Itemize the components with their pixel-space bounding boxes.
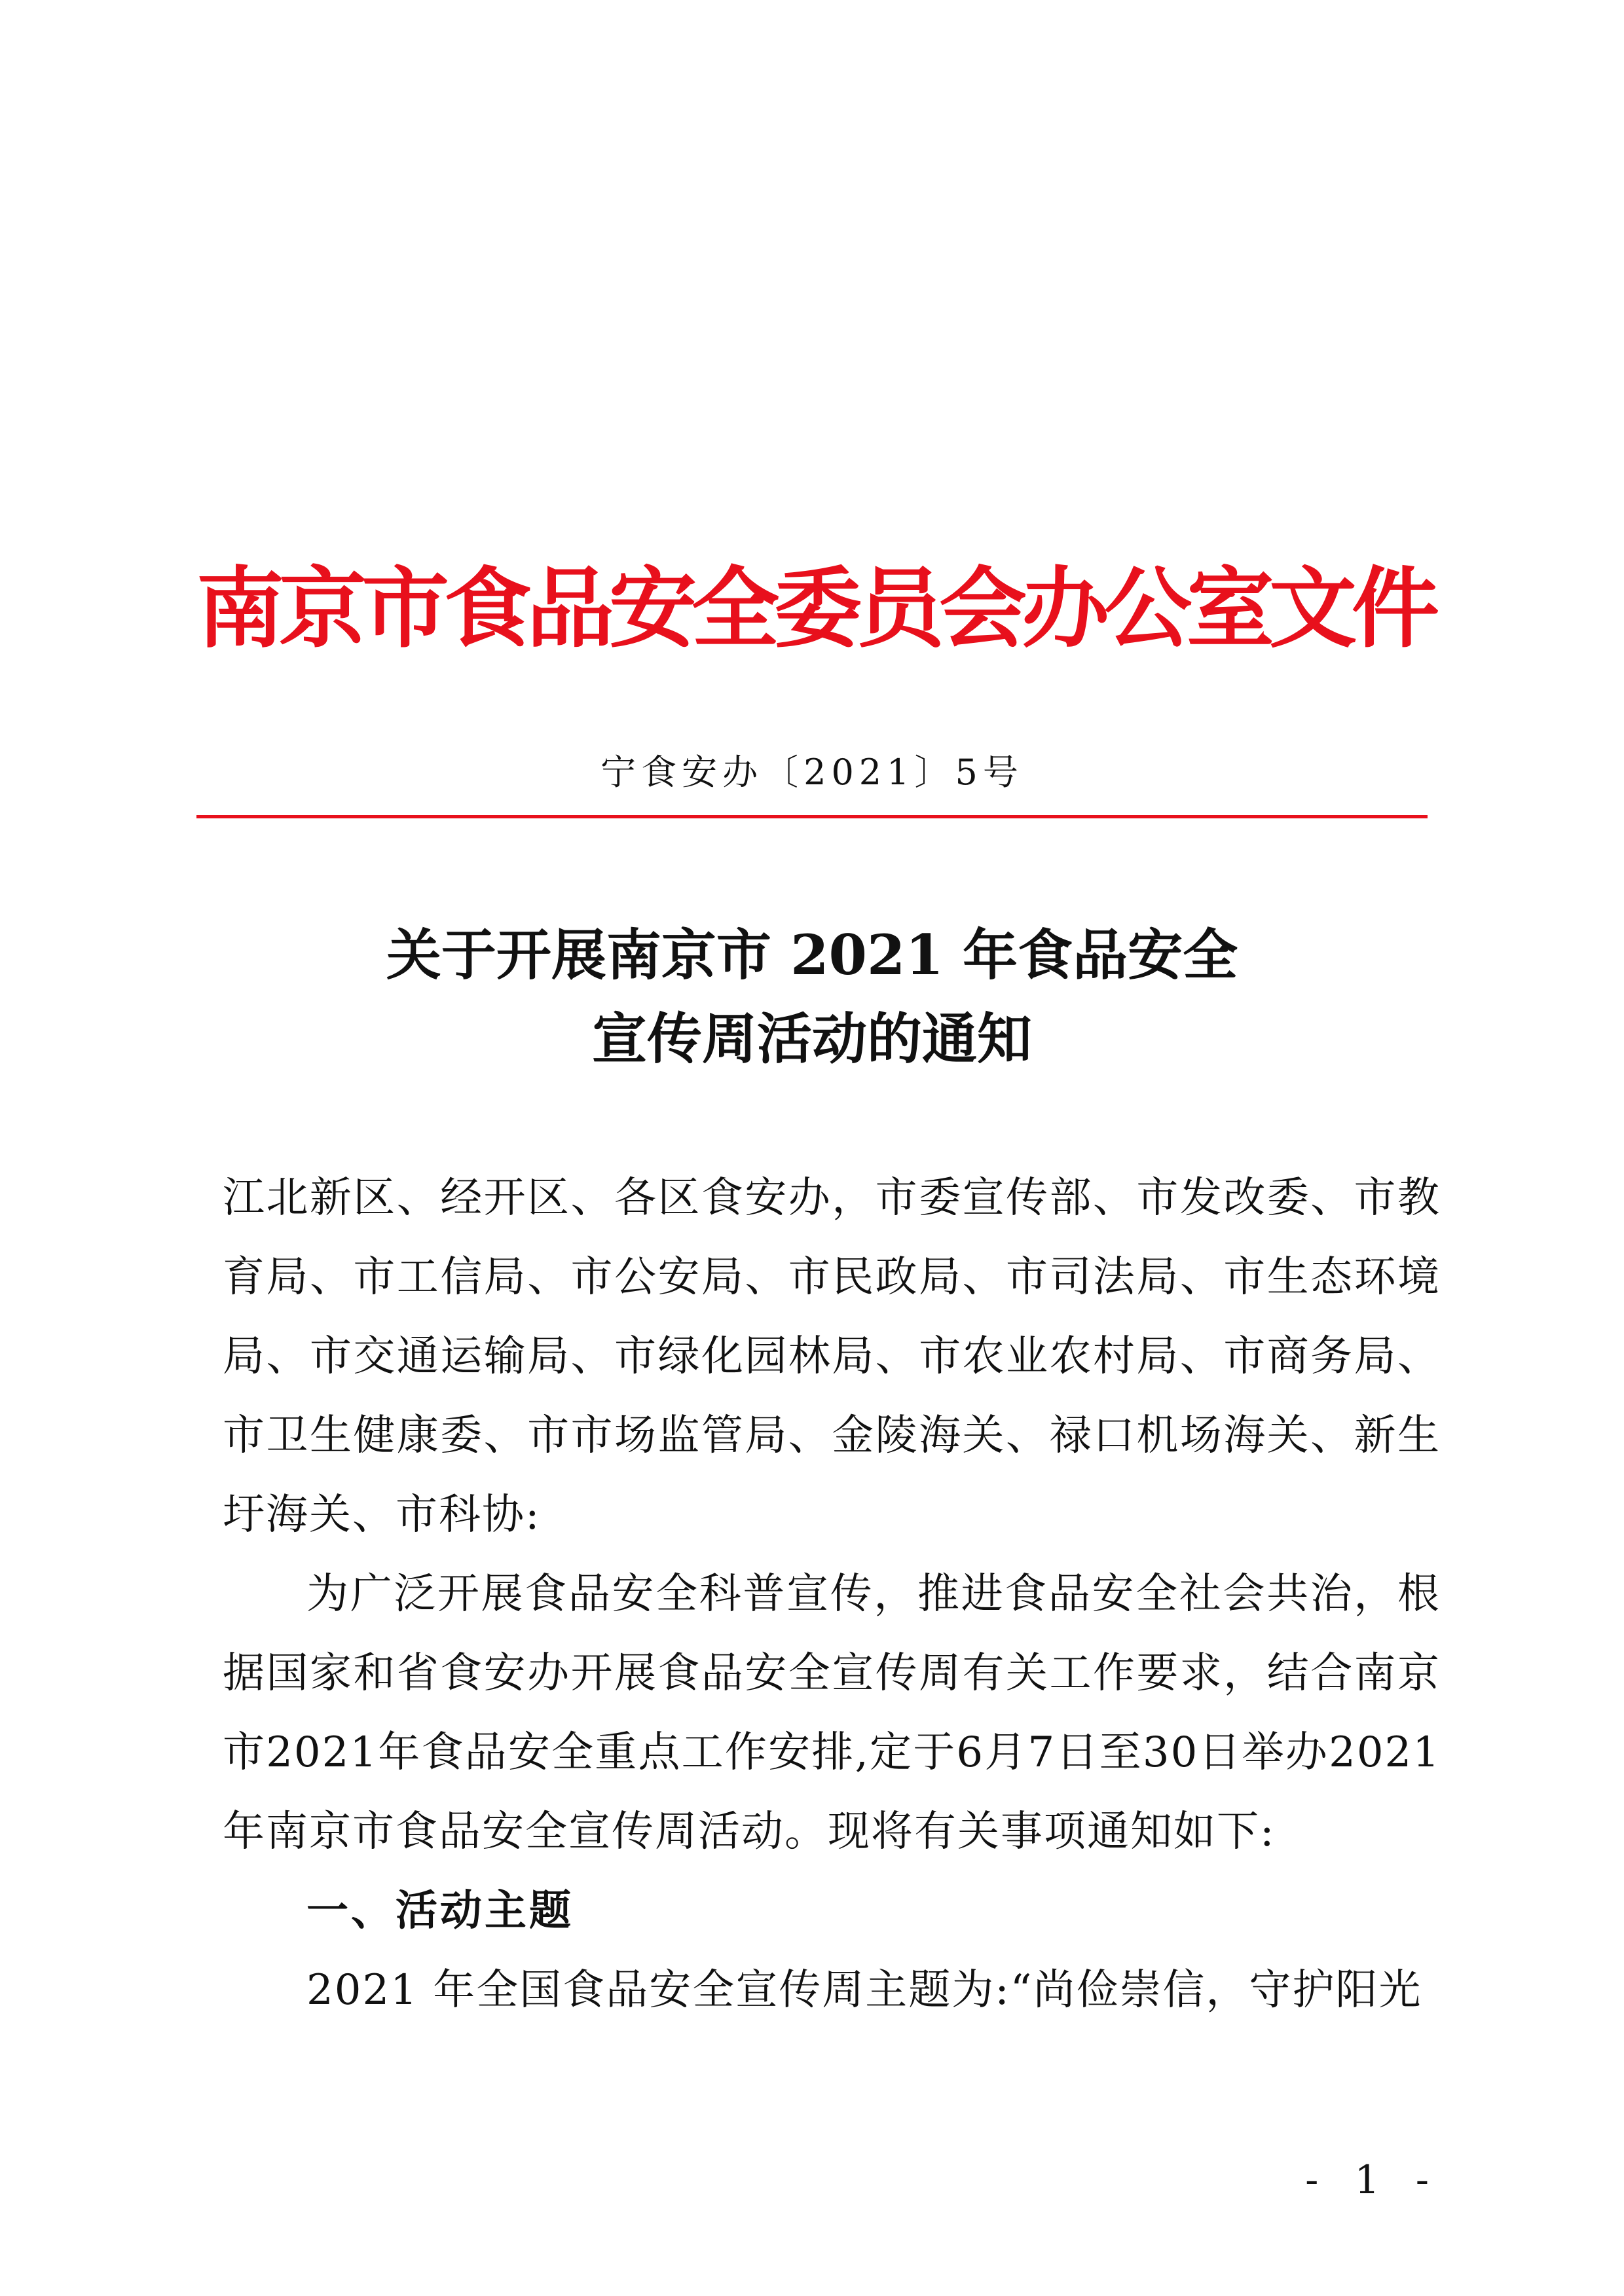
red-separator-line	[196, 815, 1428, 818]
notice-title-line-2: 宣传周活动的通知	[591, 1006, 1032, 1071]
theme-paragraph: 2021 年全国食品安全宣传周主题为:“尚俭崇信，守护阳光	[306, 1966, 1422, 2014]
section-heading-theme: 一、活动主题	[306, 1887, 574, 1935]
issuer-header-title: 南京市食品安全委员会办公室文件	[196, 558, 1435, 660]
addressees-paragraph: 江北新区、经开区、各区食安办，市委宣传部、市发改委、市教育局、市工信局、市公安局、市民政局、市司法局、市生态环境局、市交通运输局、市绿化园林局、市农业农村局、市商务局、市卫生健康委、市市场监管局、金陵海关、禄口机场海关、新生圩海关、市科协:	[223, 1174, 1441, 1539]
document-body	[223, 1159, 1441, 2030]
document-number: 宁食安办〔2021〕5号	[600, 752, 1024, 793]
notice-title-line-1: 关于开展南京市 2021 年食品安全	[386, 922, 1238, 987]
intro-paragraph: 为广泛开展食品安全科普宣传，推进食品安全社会共治，根据国家和省食安办开展食品安全宣传周有关工作要求，结合南京市2021年食品安全重点工作安排,定于6月7日至30日举办2021年南京市食品安全宣传周活动。现将有关事项通知如下:	[223, 1570, 1441, 1856]
notice-title	[196, 913, 1428, 1081]
page-number: - 1 -	[1305, 2157, 1441, 2203]
